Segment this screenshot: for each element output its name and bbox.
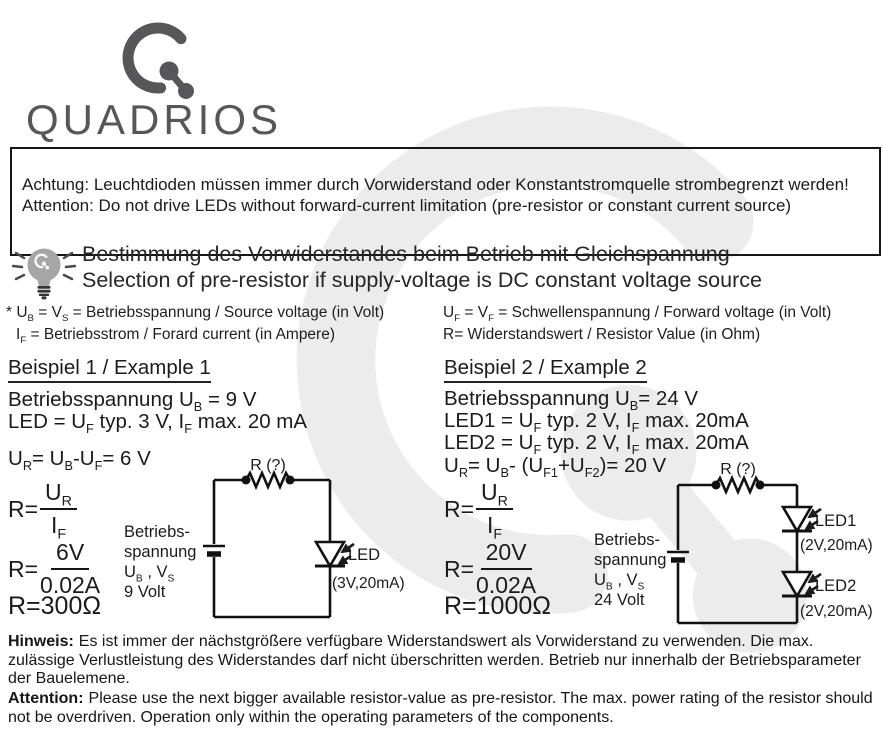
note-de-label: Hinweis: bbox=[8, 633, 74, 650]
supply-label-line: Betriebs- bbox=[594, 531, 661, 549]
formula-lhs: R= bbox=[8, 555, 39, 582]
supply-label-line: 24 Volt bbox=[594, 591, 645, 609]
example1-formula-symbolic bbox=[8, 479, 77, 543]
example2-circuit-diagram bbox=[664, 450, 883, 636]
section-title-de: Bestimmung des Vorwiderstandes beim Betrieb mit Gleichspannung bbox=[82, 242, 730, 266]
example2-given bbox=[444, 387, 749, 458]
definitions-right bbox=[443, 302, 831, 345]
resistor-icon bbox=[214, 473, 330, 487]
formula-numerator: $U_R$ bbox=[476, 479, 513, 510]
warning-text-en: Attention: Do not drive LEDs without forward-current limitation (pre-resistor or constant current source) bbox=[22, 196, 792, 215]
example2-line: Betriebsspannung $U_B= 24$ V bbox=[444, 387, 699, 414]
example2-formula-symbolic bbox=[444, 479, 513, 543]
note-en-label: Attention: bbox=[8, 690, 84, 707]
led-label: LED2 bbox=[815, 577, 857, 595]
supply-label-line: $U_B$ , $V_S$ bbox=[124, 563, 175, 585]
supply-label-line: spannung bbox=[124, 543, 197, 561]
section-title bbox=[82, 241, 762, 293]
formula-lhs: R= bbox=[444, 495, 475, 522]
supply-label-line: spannung bbox=[594, 551, 667, 569]
example1-title: Beispiel 1 / Example 1 bbox=[8, 356, 211, 383]
formula-denominator: 0.02A bbox=[476, 572, 537, 598]
example2-result: R=1000Ω bbox=[444, 592, 551, 620]
warning-box bbox=[10, 147, 881, 256]
example1-circuit-diagram bbox=[198, 450, 440, 622]
warning-text-de: Achtung: Leuchtdioden müssen immer durch Vorwiderstand oder Konstantstromquelle strombegrenzt werden! bbox=[22, 175, 849, 194]
example1-line: LED = $U_F$ typ. 3 V, $I_F$ max. 20 mA bbox=[8, 410, 308, 437]
formula-lhs: R= bbox=[444, 555, 475, 582]
note-de bbox=[8, 633, 880, 689]
example2-supply-label bbox=[594, 530, 667, 610]
section-title-en: Selection of pre-resistor if supply-voltage is DC constant voltage source bbox=[82, 268, 762, 292]
supply-label-line: Betriebs- bbox=[124, 523, 191, 541]
formula-denominator: $I_F$ bbox=[50, 512, 67, 543]
supply-label-line: $U_B$ , $V_S$ bbox=[594, 571, 645, 593]
formula-numerator: 20V bbox=[481, 539, 532, 570]
formula-lhs: R= bbox=[8, 495, 39, 522]
battery-icon bbox=[203, 480, 225, 617]
lightbulb-icon bbox=[12, 237, 76, 303]
example2-voltage-equation: $U_R= U_B-$ $(U_{F1}+U_{F2})= 20$ V bbox=[444, 454, 667, 481]
led-value: (2V,20mA) bbox=[800, 603, 873, 620]
example2-line: $LED2 = U_F$ typ. 2 V, $I_F$ max. 20mA bbox=[444, 431, 749, 458]
resistor-label: R (?) bbox=[720, 461, 756, 478]
example2-line: $LED1 = U_F$ typ. 2 V, $I_F$ max. 20mA bbox=[444, 409, 749, 436]
definition-r: R= Widerstandswert / Resistor Value (in Ohm) bbox=[443, 325, 761, 343]
definition-if: $I_F$ = Betriebsstrom / Forard current (in Ampere) bbox=[16, 325, 335, 346]
brand-wordmark: QUADRIOS bbox=[26, 96, 283, 143]
example1-result: R=300Ω bbox=[8, 592, 102, 620]
formula-denominator: $I_F$ bbox=[486, 512, 503, 543]
quadrios-logo-icon bbox=[116, 16, 200, 100]
example1-line: Betriebsspannung $U_B = 9$ V bbox=[8, 388, 257, 415]
definition-ub: * $U_B = V_S$ = Betriebsspannung / Source voltage (in Volt) bbox=[6, 304, 385, 325]
example1-voltage-equation: $U_R= U_B-U_F= 6$ V bbox=[8, 447, 151, 474]
led-label: LED1 bbox=[815, 512, 857, 530]
example2-title: Beispiel 2 / Example 2 bbox=[444, 356, 647, 383]
resistor-icon bbox=[678, 478, 797, 492]
definition-uf: $U_F = V_F$ = Schwellenspannung / Forward voltage (in Volt) bbox=[443, 304, 832, 325]
battery-icon bbox=[667, 485, 689, 623]
led-label: LED bbox=[348, 546, 381, 564]
example1-formula-values bbox=[8, 539, 100, 599]
note-de-text: Es ist immer der nächstgrößere verfügbare Widerstandswert als Vorwiderstand zu verwenden. Die max. zulässige Verlustleistung des Widerstandes darf nicht überschritten werden. Betrieb nur innerhalb der Betriebsparameter der Bauelemene. bbox=[8, 633, 861, 688]
led-value: (2V,20mA) bbox=[800, 537, 873, 554]
formula-numerator: $U_R$ bbox=[40, 479, 77, 510]
note-en bbox=[8, 690, 880, 727]
supply-label-line: 9 Volt bbox=[124, 583, 166, 601]
example1-supply-label bbox=[124, 522, 197, 602]
definitions-left bbox=[6, 302, 384, 345]
resistor-label: R (?) bbox=[250, 457, 286, 474]
formula-denominator: 0.02A bbox=[40, 572, 101, 598]
note-en-text: Please use the next bigger available resistor-value as pre-resistor. The max. power rating of the resistor should not be overdriven. Operation only within the operating parameters of the components. bbox=[8, 690, 873, 726]
led-value: (3V,20mA) bbox=[332, 575, 405, 592]
example2-formula-values bbox=[444, 539, 536, 599]
example1-given bbox=[8, 388, 308, 437]
formula-numerator: 6V bbox=[51, 539, 89, 570]
